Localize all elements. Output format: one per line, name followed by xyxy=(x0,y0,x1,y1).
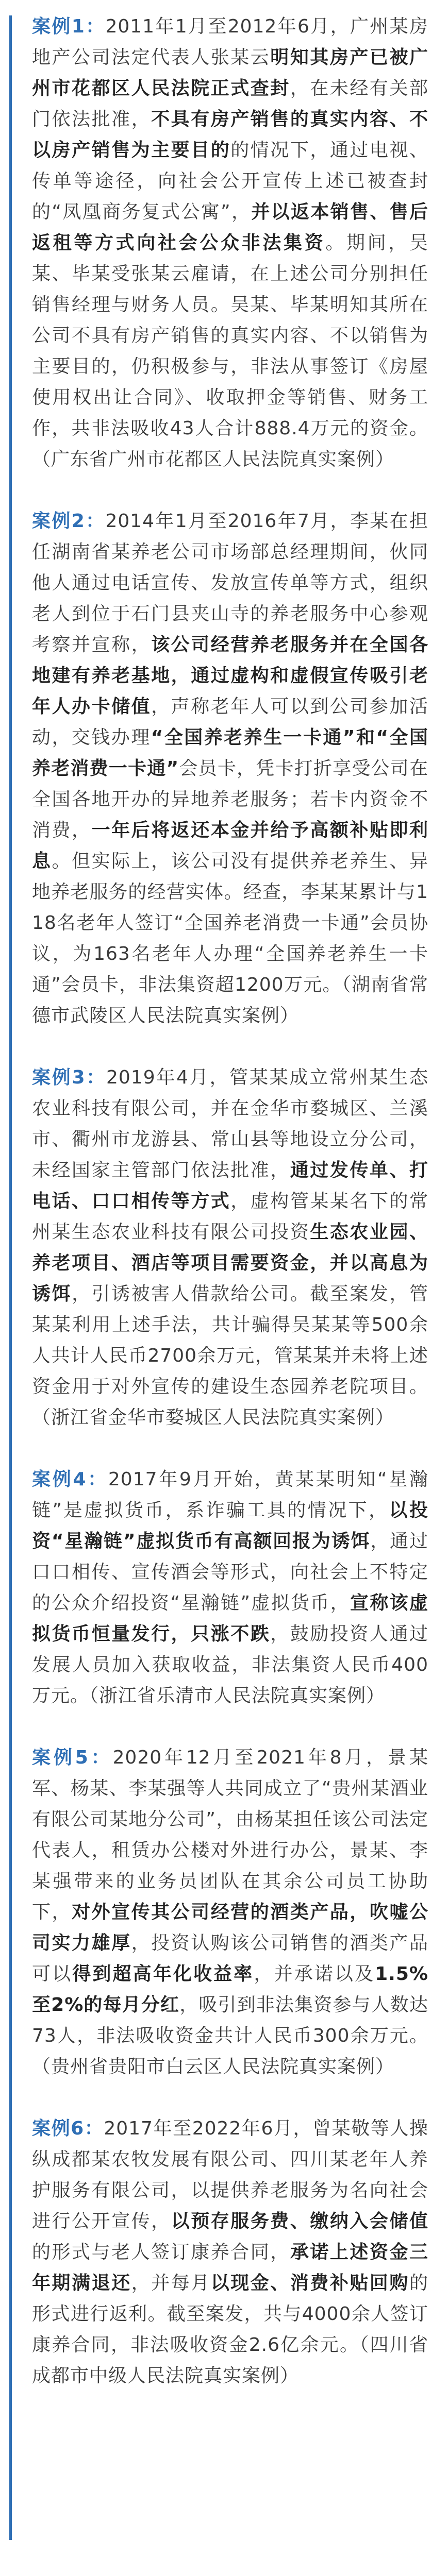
case-6-seg-5: 以现金、消费补贴回购 xyxy=(210,2273,409,2294)
case-2-seg-7: 一年后将返还本金并给予高额补贴即利息 xyxy=(32,820,428,872)
case-1-label: 案例1： xyxy=(32,16,106,37)
case-5-seg-0: 2020年12月至2021年8月，景某军、杨某、李某强等人共同成立了“贵州某酒业有限公司某地分公司”，由杨某担任该公司法定代表人，租赁办公楼对外进行办公，景某、李某强带来的业务员团队在其余公司员工协助下， xyxy=(32,1747,428,1923)
case-3-seg-2: ，虚构管某某名下的常州某生态农业科技有限公司投资 xyxy=(32,1191,428,1243)
case-4-text xyxy=(32,1464,428,1711)
case-2-seg-5: “全国养老养生一卡通”和“全国养老消费一卡通” xyxy=(32,727,428,779)
case-4-seg-2: ，通过口口相传、宣传酒会等形式，向社会上不特定的公众介绍投资“星瀚链”虚拟货币， xyxy=(32,1531,428,1614)
case-6-seg-3: 承诺上述资金三年期满退还 xyxy=(32,2242,428,2294)
case-1 xyxy=(0,11,448,475)
case-1-text xyxy=(32,11,428,475)
case-3-label: 案例3： xyxy=(32,1067,107,1088)
case-2-seg-2: 通过虚构和虚假宣传 xyxy=(191,665,370,686)
case-2-seg-0: 2014年1月至2016年7月，李某在担任湖南省某养老公司市场部总经理期间，伙同他人通过电话宣传、发放宣传单等方式，组织老人到位于石门县夹山寺的养老服务中心参观考察并宣称， xyxy=(32,511,428,655)
case-6-text xyxy=(32,2113,428,2392)
case-3-seg-0: 2019年4月，管某某成立常州某生态农业科技有限公司，并在金华市婺城区、兰溪市、衢州市龙游县、常山县等地设立分公司，未经国家主管部门依法批准， xyxy=(32,1067,428,1181)
case-6 xyxy=(0,2113,448,2392)
case-2-seg-6: 会员卡，凭卡打折享受公司在全国各地开办的异地养老服务；若卡内资金不消费， xyxy=(32,758,428,841)
case-1-seg-3: 不具有房产销售的真实内容、不以房产销售为主要目的 xyxy=(32,109,428,161)
case-6-seg-1: 以预存服务费、缴纳入会储值 xyxy=(171,2211,428,2232)
case-2-seg-8: 。但实际上，该公司没有提供养老养生、异地养老服务的经营实体。经查，李某某累计与118名老年人签订“全国养老消费一卡通”会员协议，为163名老年人办理“全国养老养生一卡通”会员卡，非法集资超1200万元。（湖南省常德市武陵区人民法院真实案例） xyxy=(32,851,428,1026)
case-5-seg-3: 得到超高年化收益率 xyxy=(72,1963,254,1985)
case-5-text xyxy=(32,1742,428,2082)
case-1-seg-1: 明知其房产已被广州市花都区人民法院正式查封 xyxy=(32,47,428,99)
case-1-seg-5: 并以返本销售、售后返租等方式向社会公众非法集资 xyxy=(32,201,428,253)
case-5-seg-5: 1.5%至2%的每月分红 xyxy=(32,1963,428,2015)
case-5-seg-4: ，并承诺以及 xyxy=(254,1963,375,1985)
case-6-seg-4: ，并每月 xyxy=(131,2273,211,2294)
case-4-seg-1: 以投资“星瀚链”虚拟货币有高额回报为诱饵 xyxy=(32,1500,428,1552)
case-1-seg-4: 的情况下，通过电视、传单等途径，向社会公开宣传上述已被查封的“凤凰商务复式公寓”， xyxy=(32,140,428,223)
case-1-seg-2: ，在未经有关部门依法批准， xyxy=(32,78,428,130)
case-5 xyxy=(0,1742,448,2082)
case-3-seg-3: 生态农业园、养老项目、酒店等项目需要资金，并以高息为诱饵 xyxy=(32,1222,428,1304)
case-5-seg-2: ，投资认购该公司销售的酒类产品可以 xyxy=(32,1933,428,1985)
case-2-seg-4: ，声称老年人可以到公司参加活动，交钱办理 xyxy=(32,696,428,748)
case-2-seg-1: 该公司经营养老服务并在全国各地建有养老基地， xyxy=(32,634,428,686)
case-4-seg-0: 2017年9月开始，黄某某明知“星瀚链”是虚拟货币，系诈骗工具的情况下， xyxy=(32,1469,428,1521)
case-4-seg-4: ，鼓励投资人通过发展人员加入获取收益，非法集资人民币400万元。（浙江省乐清市人民法院真实案例） xyxy=(32,1623,428,1706)
case-3-seg-1: 通过发传单、打电话、口口相传等方式 xyxy=(32,1160,428,1212)
case-2-text xyxy=(32,506,428,1031)
case-5-seg-1: 对外宣传其公司经营的酒类产品，吹嘘公司实力雄厚 xyxy=(32,1902,428,1954)
case-6-seg-6: 的形式进行返利。截至案发，共与4000余人签订康养合同，非法吸收资金2.6亿余元。（四川省成都市中级人民法院真实案例） xyxy=(32,2273,428,2386)
case-2-label: 案例2： xyxy=(32,511,106,532)
case-6-seg-0: 2017年至2022年6月，曾某敬等人操纵成都某农牧发展有限公司、四川某老年人养护服务有限公司，以提供养老服务为名向社会进行公开宣传， xyxy=(32,2118,428,2232)
case-6-seg-2: 的形式与老人签订康养合同， xyxy=(32,2242,290,2263)
case-4 xyxy=(0,1464,448,1711)
case-5-seg-6: ，吸引到非法集资参与人数达73人，非法吸收资金共计人民币300余万元。（贵州省贵阳市白云区人民法院真实案例） xyxy=(32,1994,428,2077)
case-5-label: 案例5： xyxy=(32,1747,113,1768)
case-3-text xyxy=(32,1062,428,1433)
case-3-seg-4: ，引诱被害人借款给公司。截至案发，管某某利用上述手法，共计骗得吴某某等500余人共计人民币2700余万元，管某某并未将上述资金用于对外宣传的建设生态园养老院项目。（浙江省金华市婺城区人民法院真实案例） xyxy=(32,1283,428,1428)
case-4-seg-3: 宣称该虚拟货币恒量发行，只涨不跌 xyxy=(32,1592,428,1645)
case-6-label: 案例6： xyxy=(32,2118,104,2139)
case-3 xyxy=(0,1062,448,1433)
case-1-seg-0: 2011年1月至2012年6月，广州某房地产公司法定代表人张某云 xyxy=(32,16,428,68)
case-1-seg-6: 。期间，吴某、毕某受张某云雇请，在上述公司分别担任销售经理与财务人员。吴某、毕某明知其所在公司不具有房产销售的真实内容、不以销售为主要目的，仍积极参与，非法从事签订《房屋使用权出让合同》、收取押金等销售、财务工作，共非法吸收43人合计888.4万元的资金。（广东省广州市花都区人民法院真实案例） xyxy=(32,232,428,470)
case-2 xyxy=(0,506,448,1031)
case-2-seg-3: 吸引老年人办卡储值 xyxy=(32,665,428,717)
case-4-label: 案例4： xyxy=(32,1469,108,1490)
